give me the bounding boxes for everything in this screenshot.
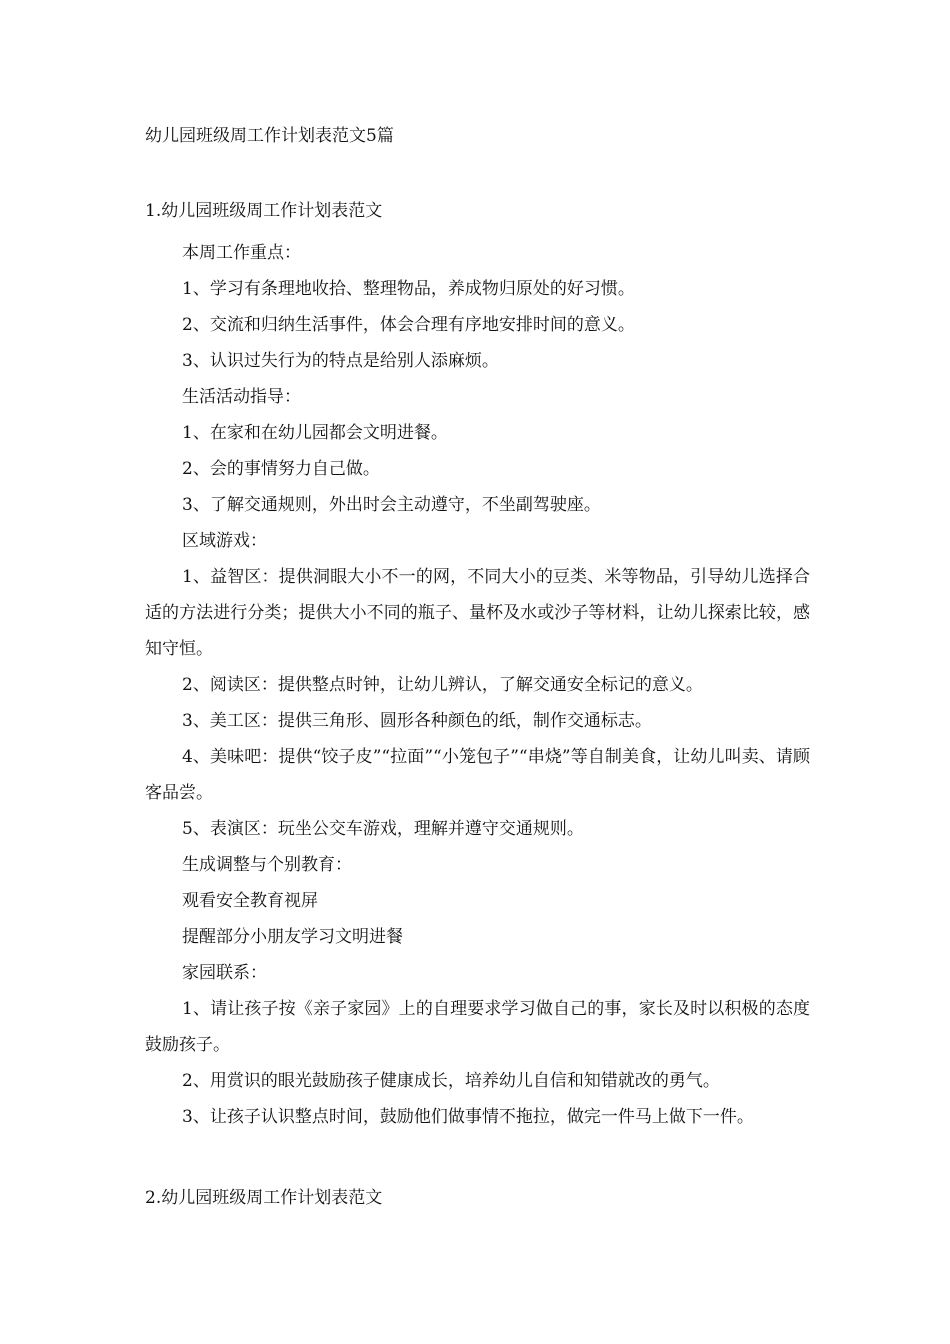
section-heading-2: 2.幼儿园班级周工作计划表范文 [145,1188,383,1208]
section-1-body [145,235,810,1135]
paragraph: 生活活动指导： [182,387,301,407]
paragraph: 1、益智区：提供洞眼大小不一的网，不同大小的豆类、米等物品，引导幼儿选择合适的方法进行分类；提供大小不同的瓶子、量杯及水或沙子等材料，让幼儿探索比较，感知守恒。 [145,567,810,659]
paragraph: 本周工作重点： [182,243,301,263]
paragraph: 3、了解交通规则，外出时会主动遵守，不坐副驾驶座。 [182,495,601,515]
paragraph: 区域游戏： [182,531,267,551]
paragraph: 3、美工区：提供三角形、圆形各种颜色的纸，制作交通标志。 [182,711,652,731]
paragraph: 生成调整与个别教育： [182,855,352,875]
section-heading-1: 1.幼儿园班级周工作计划表范文 [145,201,383,221]
paragraph: 提醒部分小朋友学习文明进餐 [182,927,403,947]
paragraph: 3、让孩子认识整点时间，鼓励他们做事情不拖拉，做完一件马上做下一件。 [182,1107,754,1127]
paragraph: 3、认识过失行为的特点是给别人添麻烦。 [182,351,499,371]
paragraph: 1、学习有条理地收拾、整理物品，养成物归原处的好习惯。 [182,279,635,299]
paragraph: 家园联系： [182,963,267,983]
paragraph: 2、交流和归纳生活事件，体会合理有序地安排时间的意义。 [182,315,635,335]
paragraph: 1、在家和在幼儿园都会文明进餐。 [182,423,448,443]
paragraph: 2、用赏识的眼光鼓励孩子健康成长，培养幼儿自信和知错就改的勇气。 [182,1071,720,1091]
paragraph: 1、请让孩子按《亲子家园》上的自理要求学习做自己的事，家长及时以积极的态度鼓励孩子。 [145,999,810,1055]
paragraph: 观看安全教育视屏 [182,891,318,911]
paragraph: 5、表演区：玩坐公交车游戏，理解并遵守交通规则。 [182,819,584,839]
paragraph: 2、会的事情努力自己做。 [182,459,380,479]
document-title: 幼儿园班级周工作计划表范文5篇 [145,126,394,146]
paragraph: 2、阅读区：提供整点时钟，让幼儿辨认，了解交通安全标记的意义。 [182,675,703,695]
paragraph: 4、美味吧：提供“饺子皮”“拉面”“小笼包子”“串烧”等自制美食，让幼儿叫卖、请顾客品尝。 [145,747,810,803]
